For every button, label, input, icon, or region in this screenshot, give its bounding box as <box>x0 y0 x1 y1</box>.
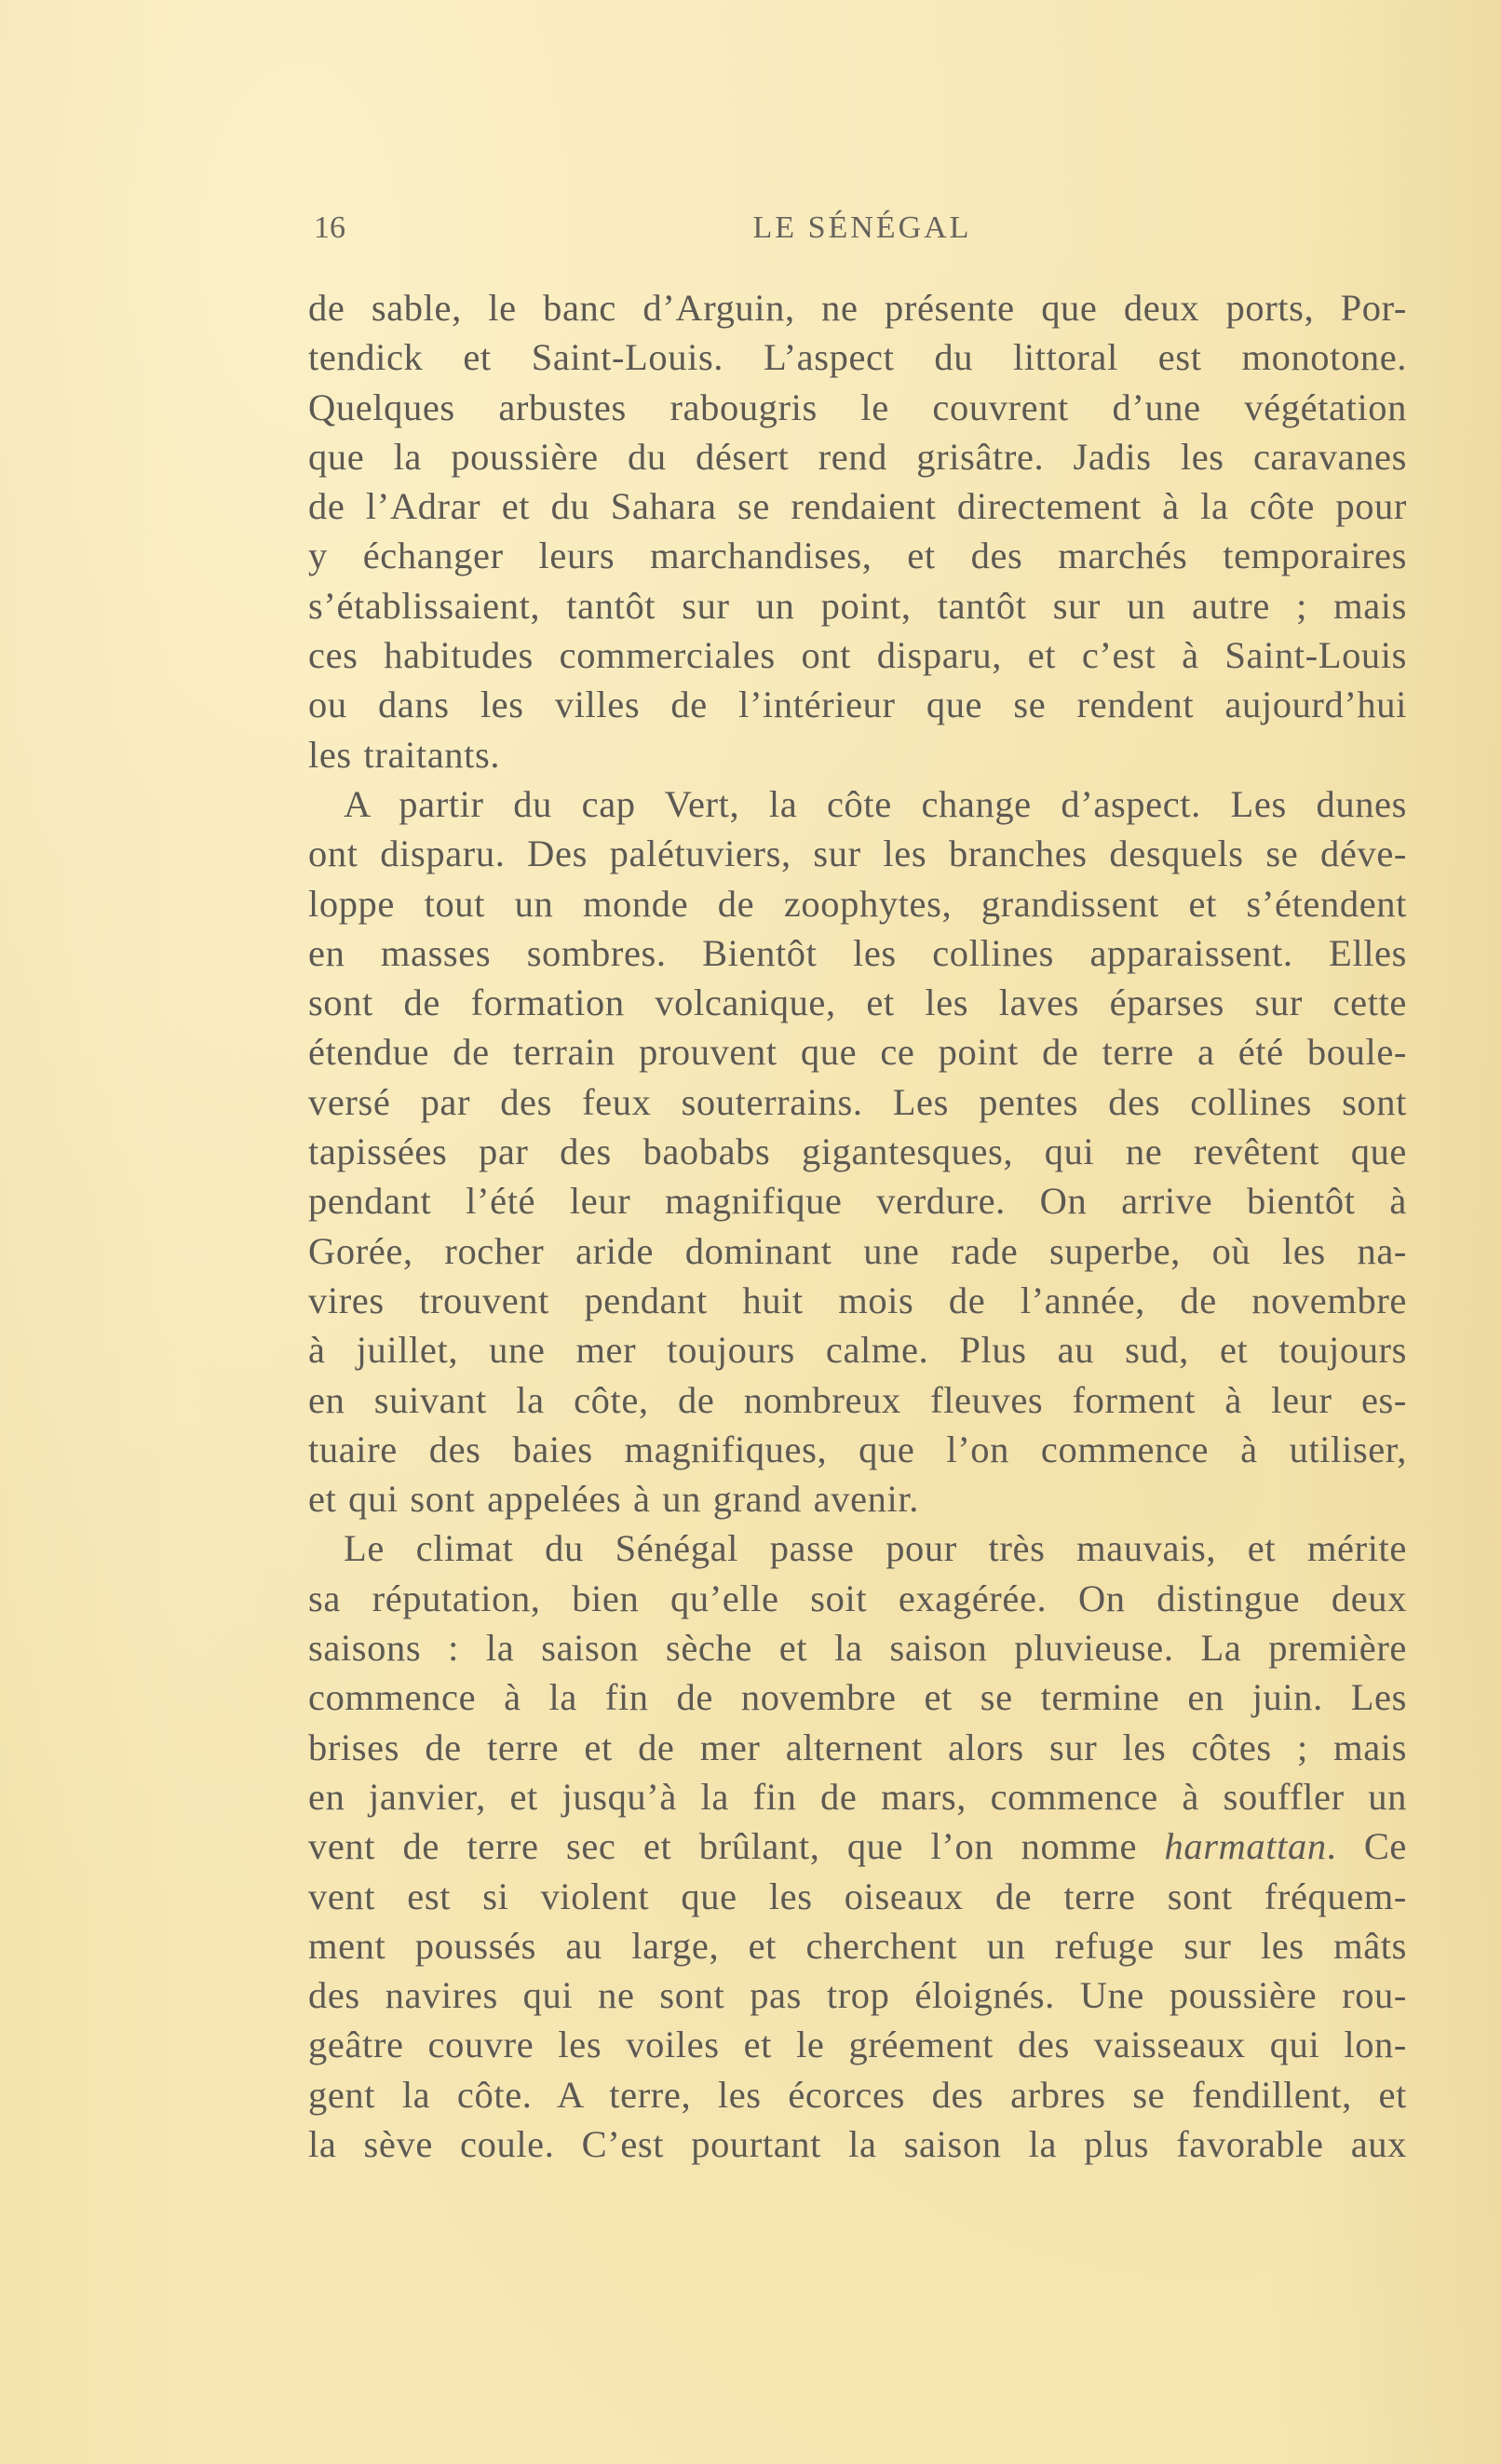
text-line: vires trouvent pendant huit mois de l’année, de novembre <box>308 1279 1407 1321</box>
page-number: 16 <box>314 210 345 245</box>
text-line: de sable, le banc d’Arguin, ne présente que deux ports, Por- <box>308 287 1407 329</box>
text-line: tendick et Saint-Louis. L’aspect du littoral est monotone. <box>308 336 1407 379</box>
book-page <box>308 205 1407 2169</box>
text-segment: . Ce <box>1326 1825 1408 1868</box>
text-line: tapissées par des baobabs gigantesques, qui ne revêtent que <box>308 1130 1407 1173</box>
text-line: saisons : la saison sèche et la saison pluvieuse. La première <box>308 1627 1407 1670</box>
text-line: des navires qui ne sont pas trop éloignés. Une poussière rou- <box>308 1974 1407 2017</box>
paragraph-start-line: A partir du cap Vert, la côte change d’aspect. Les dunes <box>344 782 1407 825</box>
running-head <box>308 205 1407 251</box>
paragraph-start-line: Le climat du Sénégal passe pour très mauvais, et mérite <box>344 1527 1407 1570</box>
text-line: en janvier, et jusqu’à la fin de mars, commence à souffler un <box>308 1775 1407 1818</box>
text-line: et qui sont appelées à un grand avenir. <box>308 1478 919 1521</box>
text-line: en suivant la côte, de nombreux fleuves forment à leur es- <box>308 1378 1407 1421</box>
text-line: vent est si violent que les oiseaux de terre sont fréquem- <box>308 1875 1407 1917</box>
text-line: commence à la fin de novembre et se termine en juin. Les <box>308 1676 1407 1719</box>
text-line: étendue de terrain prouvent que ce point de terre a été boule- <box>308 1031 1407 1074</box>
text-line: pendant l’été leur magnifique verdure. On arrive bientôt à <box>308 1180 1407 1223</box>
text-line: la sève coule. C’est pourtant la saison la plus favorable aux <box>308 2122 1407 2165</box>
text-line: s’établissaient, tantôt sur un point, tantôt sur un autre ; mais <box>308 584 1407 627</box>
text-line: de l’Adrar et du Sahara se rendaient directement à la côte pour <box>308 485 1407 528</box>
text-line: sont de formation volcanique, et les laves éparses sur cette <box>308 982 1407 1024</box>
italic-term: harmattan <box>1164 1825 1327 1868</box>
text-line: brises de terre et de mer alternent alors sur les côtes ; mais <box>308 1726 1407 1768</box>
text-line: sa réputation, bien qu’elle soit exagérée. On distingue deux <box>308 1577 1407 1619</box>
running-title: LE SÉNÉGAL <box>752 210 972 245</box>
text-line: en masses sombres. Bientôt les collines apparaissent. Elles <box>308 931 1407 974</box>
text-line: versé par des feux souterrains. Les pentes des collines sont <box>308 1080 1407 1123</box>
text-line: loppe tout un monde de zoophytes, grandissent et s’étendent <box>308 882 1407 925</box>
text-line: y échanger leurs marchandises, et des marchés temporaires <box>308 535 1407 577</box>
text-line: ces habitudes commerciales ont disparu, et c’est à Saint-Louis <box>308 634 1407 677</box>
text-line-with-italic <box>308 1821 1407 1871</box>
text-line: les traitants. <box>308 733 501 776</box>
text-line: gent la côte. A terre, les écorces des arbres se fendillent, et <box>308 2073 1407 2116</box>
text-line: que la poussière du désert rend grisâtre. Jadis les caravanes <box>308 435 1407 478</box>
text-line: tuaire des baies magnifiques, que l’on commence à utiliser, <box>308 1428 1407 1470</box>
text-line: Quelques arbustes rabougris le couvrent d’une végétation <box>308 386 1407 428</box>
text-line: à juillet, une mer toujours calme. Plus au sud, et toujours <box>308 1329 1407 1372</box>
body-text <box>308 283 1407 2169</box>
text-line: ou dans les villes de l’intérieur que se rendent aujourd’hui <box>308 684 1407 726</box>
text-line: geâtre couvre les voiles et le gréement des vaisseaux qui lon- <box>308 2024 1407 2066</box>
text-line: Gorée, rocher aride dominant une rade superbe, où les na- <box>308 1229 1407 1272</box>
text-segment: vent de terre sec et brûlant, que l’on nomme <box>308 1825 1165 1868</box>
text-line: ont disparu. Des palétuviers, sur les branches desquels se déve- <box>308 833 1407 875</box>
text-line: ment poussés au large, et cherchent un refuge sur les mâts <box>308 1924 1407 1967</box>
